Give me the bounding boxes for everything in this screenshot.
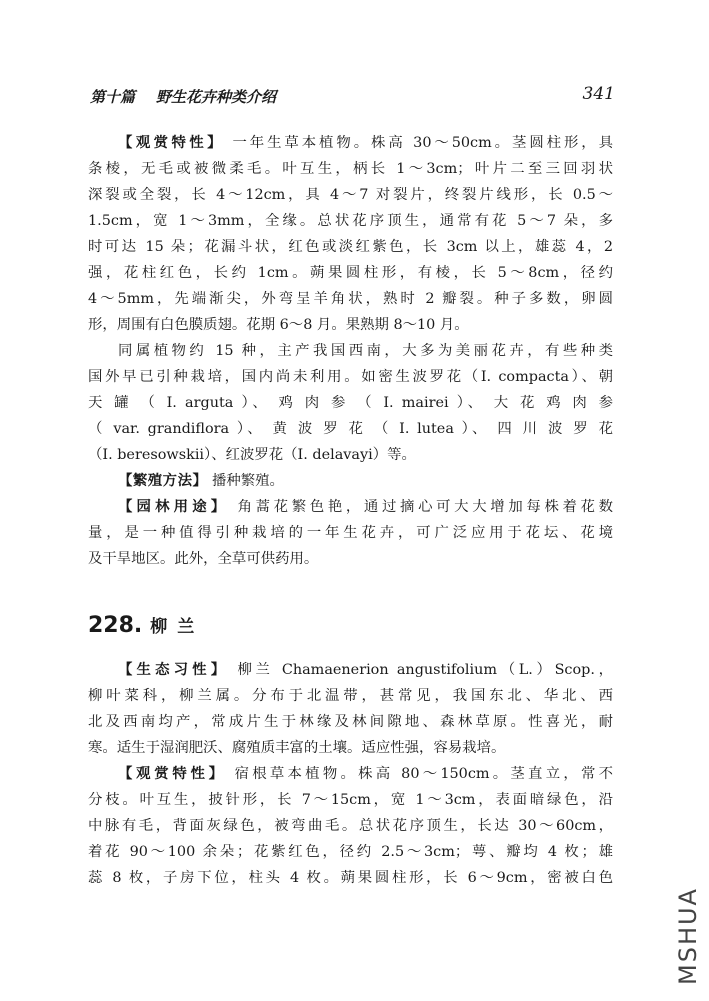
para1-line-8: 形，周围有白色膜质翅。花期 6～8 月。果熟期 8～10 月。 (88, 317, 469, 333)
watermark: MSHUA (674, 887, 702, 985)
para3-label: 【繁殖方法】 (118, 473, 208, 489)
para1-line-7: 4～5mm，先端渐尖，外弯呈羊角状，熟时 2 瓣裂。种子多数，卵圆 (88, 291, 613, 307)
para6-line-4: 着花 90～100 余朵；花紫红色，径约 2.5～3cm；萼、瓣均 4 枚；雄 (88, 844, 613, 860)
para1-line-1: 【观赏特性】 一年生草本植物。株高 30～50cm。茎圆柱形，具 (118, 135, 613, 151)
para5-line-2: 柳叶菜科，柳兰属。分布于北温带，甚常见，我国东北、华北、西 (88, 688, 613, 704)
para1-line-4: 1.5cm，宽 1～3mm，全缘。总状花序顶生，通常有花 5～7 朵，多 (88, 213, 613, 229)
para2-line-2: 国外早已引种栽培，国内尚未利用。如密生波罗花（I. compacta）、朝 (88, 369, 613, 385)
para5-label: 【生态习性】 (118, 662, 230, 678)
para5-line-3: 北及西南均产，常成片生于林缘及林间隙地、森林草原。性喜光，耐 (88, 714, 613, 730)
para6-line-1: 【观赏特性】 宿根草本植物。株高 80～150cm。茎直立，常不 (118, 766, 613, 782)
para4-line-1: 【园林用途】 角蒿花繁色艳，通过摘心可大大增加每株着花数 (118, 499, 613, 515)
para2-line-4: （ var. grandiflora ）、 黄 波 罗 花 （ I. lutea ）、 四 川 波 罗 花 (88, 421, 613, 437)
para1-line-5: 时可达 15 朵；花漏斗状，红色或淡红紫色，长 3cm 以上，雄蕊 4，2 (88, 239, 613, 255)
para5-line-4: 寒。适生于湿润肥沃、腐殖质丰富的土壤。适应性强，容易栽培。 (88, 740, 506, 756)
para4-label: 【园林用途】 (118, 499, 230, 515)
para3-line-1: 【繁殖方法】 播种繁殖。 (118, 473, 284, 489)
para2-line-1: 同属植物约 15 种，主产我国西南，大多为美丽花卉，有些种类 (118, 343, 613, 359)
chapter-title: 野生花卉种类介绍 (156, 88, 277, 106)
para1-line-2: 条棱，无毛或被微柔毛。叶互生，柄长 1～3cm；叶片二至三回羽状 (88, 161, 613, 177)
para6-line-2: 分枝。叶互生，披针形，长 7～15cm，宽 1～3cm，表面暗绿色，沿 (88, 792, 613, 808)
section-name: 柳兰 (150, 617, 205, 637)
para6-line-5: 蕊 8 枚，子房下位，柱头 4 枚。蒴果圆柱形，长 6～9cm，密被白色 (88, 870, 613, 886)
para6-line-3: 中脉有毛，背面灰绿色，被弯曲毛。总状花序顶生，长达 30～60cm， (88, 818, 613, 834)
page-number: 341 (582, 84, 615, 104)
running-header (90, 84, 615, 108)
chapter-label: 第十篇 (90, 88, 136, 106)
section-number: 228. (88, 613, 143, 638)
para1-label: 【观赏特性】 (118, 135, 225, 151)
para4-line-2: 量，是一种值得引种栽培的一年生花卉，可广泛应用于花坛、花境 (88, 525, 613, 541)
para6-label: 【观赏特性】 (118, 766, 227, 782)
section-heading (88, 612, 204, 644)
para1-line-3: 深裂或全裂，长 4～12cm，具 4～7 对裂片，终裂片线形，长 0.5～ (88, 187, 613, 203)
para5-line-1: 【生态习性】 柳兰 Chamaenerion angustifolium（L.）Scop.， (118, 662, 613, 678)
para1-line-6: 强，花柱红色，长约 1cm。蒴果圆柱形，有棱，长 5～8cm，径约 (88, 265, 613, 281)
para2-line-3: 天 罐 （ I. arguta ）、 鸡 肉 参 （ I. mairei ）、 大 花 鸡 肉 参 (88, 395, 613, 411)
para2-line-5: （I. beresowskii）、红波罗花（I. delavayi）等。 (88, 447, 416, 463)
para4-line-3: 及干旱地区。此外，全草可供药用。 (88, 551, 319, 567)
